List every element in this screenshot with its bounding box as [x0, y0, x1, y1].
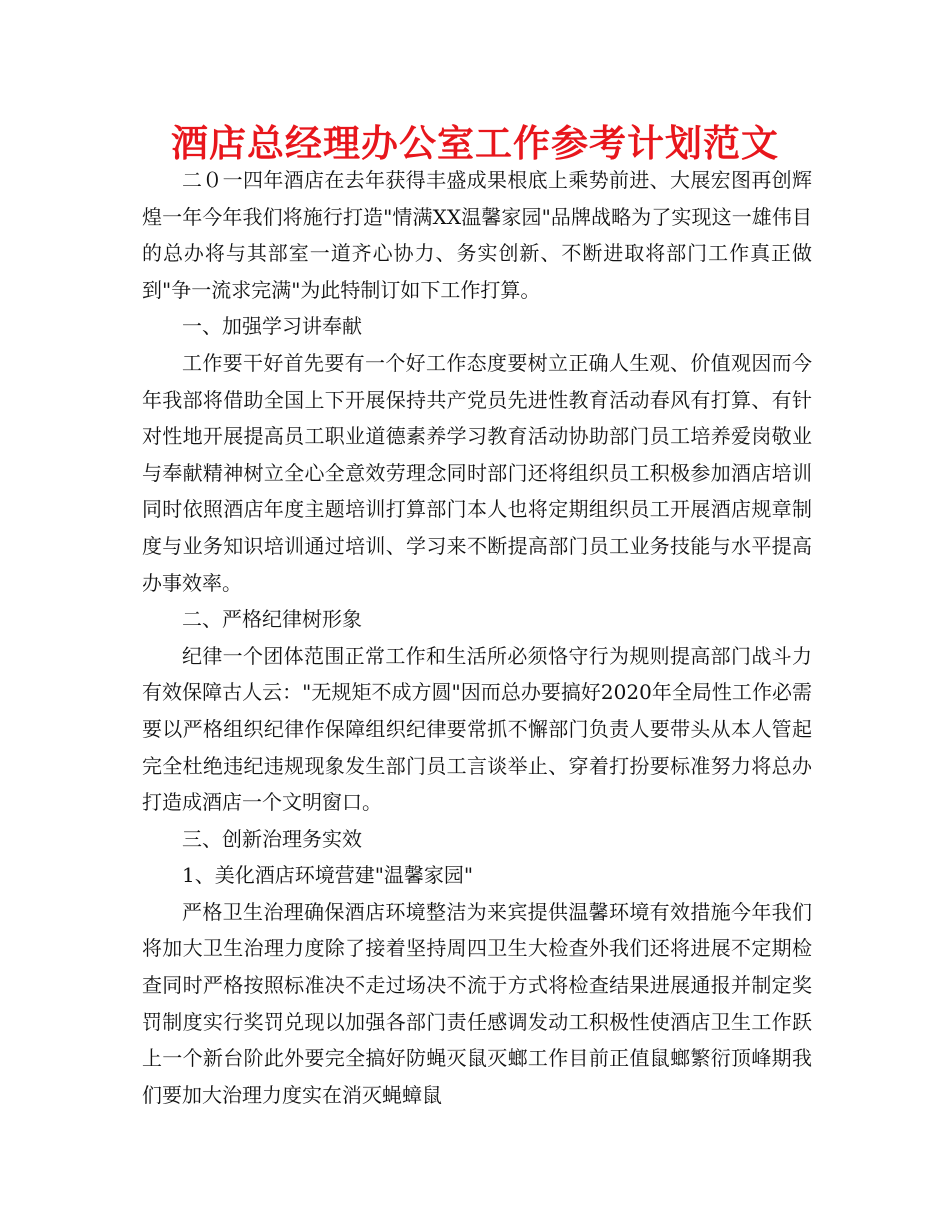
heading-section-2: 二、严格纪律树形象 — [182, 607, 362, 632]
heading-section-3: 三、创新治理务实效 — [182, 826, 362, 851]
paragraph-section-2: 纪律一个团体范围正常工作和生活所必须恪守行为规则提高部门战斗力有效保障古人云："无规矩不成方圆"因而总办要搞好2020年全局性工作必需要以严格组织纪律作保障组织纪律要常抓不懈部门负责人要带头从本人管起完全杜绝违纪违规现象发生部门员工言谈举止、穿着打扮要标准努力将总办打造成酒店一个文明窗口。 — [142, 643, 812, 815]
paragraph-section-1: 工作要干好首先要有一个好工作态度要树立正确人生观、价值观因而今年我部将借助全国上下开展保持共产党员先进性教育活动春风有打算、有针对性地开展提高员工职业道德素养学习教育活动协助部门员工培养爱岗敬业与奉献精神树立全心全意效劳理念同时部门还将组织员工积极参加酒店培训同时依照酒店年度主题培训打算部门本人也将定期组织员工开展酒店规章制度与业务知识培训通过培训、学习来不断提高部门员工业务技能与水平提高办事效率。 — [142, 350, 812, 595]
document-title: 酒店总经理办公室工作参考计划范文 — [171, 122, 779, 165]
paragraph-intro: 二０一四年酒店在去年获得丰盛成果根底上乘势前进、大展宏图再创辉煌一年今年我们将施行打造"情满XX温馨家园"品牌战略为了实现这一雄伟目的总办将与其部室一道齐心协力、务实创新、不断进取将部门工作真正做到"争一流求完满"为此特制订如下工作打算。 — [142, 168, 812, 302]
paragraph-section-3-1: 严格卫生治理确保酒店环境整洁为来宾提供温馨环境有效措施今年我们将加大卫生治理力度除了接着坚持周四卫生大检查外我们还将进展不定期检查同时严格按照标准决不走过场决不流于方式将检查结果进展通报并制定奖罚制度实行奖罚兑现以加强各部门责任感调发动工积极性使酒店卫生工作跃上一个新台阶此外要完全搞好防蝇灭鼠灭螂工作目前正值鼠螂繁衍顶峰期我们要加大治理力度实在消灭蝇蟑鼠 — [142, 899, 812, 1107]
subheading-3-1: 1、美化酒店环境营建"温馨家园" — [182, 863, 474, 888]
document-body — [142, 162, 812, 1113]
heading-section-1: 一、加强学习讲奉献 — [182, 314, 362, 339]
